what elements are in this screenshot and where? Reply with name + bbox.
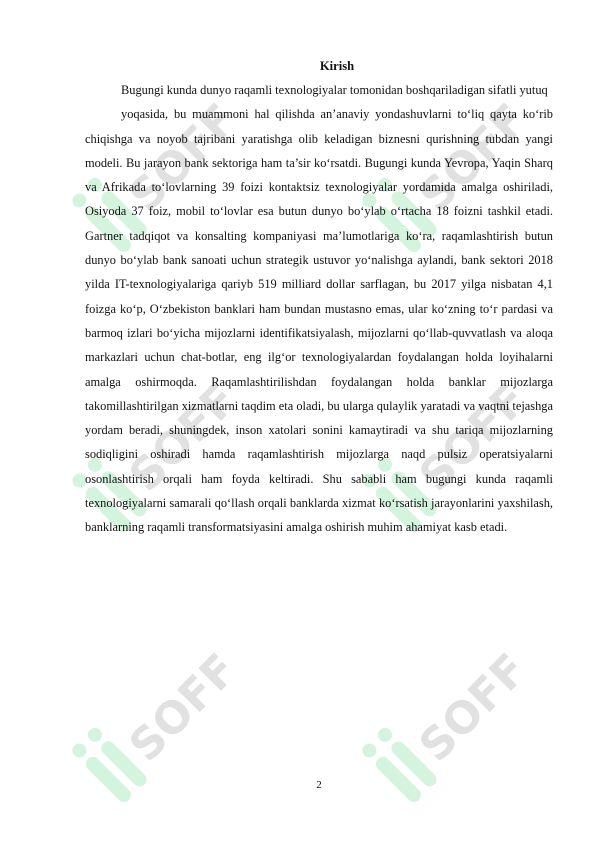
svg-text:SOFF: SOFF <box>409 94 538 222</box>
paragraph-main: yoqasida, bu muammoni hal qilishda an’anaviy yondashuvlarni to‘liq qayta ko‘rib chiqishga va noyob tajribani yaratishga olib keladigan biznesni qurishning tubdan yangi modeli. Bu jarayon bank sektoriga ham ta’sir ko‘rsatdi. Bugungi kunda Yevropa, Yaqin Sharq va Afrikada to‘lovlarning 39 foizi kontaktsiz texnologiyalar yordamida amalga oshiriladi, Osiyoda 37 foiz, mobil to‘lovlar esa butun dunyo bo‘ylab o‘rtacha 18 foizni tashkil etadi. Gartner tadqiqot va konsalting kompaniyasi ma’lumotlariga ko‘ra, raqamlashtirish butun dunyo bo‘ylab bank sanoati uchun strategik ustuvor yo‘nalishga aylandi, bank sektori 2018 yilda IT-texnologiyalariga qariyb 519 milliard dollar sarflagan, bu 2017 yilga nisbatan 4,1 foizga ko‘p, O‘zbekiston banklari ham bundan mustasno emas, ular ko‘zning to‘r pardasi va barmoq izlari bo‘yicha mijozlarni identifikatsiyalash, mijozlarni qo‘llab-quvvatlash va aloqa markazlari uchun chat-botlar, eng ilg‘or texnologiyalardan foydalangan holda loyihalarni amalga oshirmoqda. Raqamlashtirilishdan foydalangan holda banklar mijozlarga takomillashtirilgan xizmatlarni taqdim eta oladi, bu ularga qulaylik yaratadi va vaqtni tejashga yordam beradi, shuningdek, inson xatolari sonini kamaytiradi va shu tariqa mijozlarning sodiqligini oshiradi hamda raqamlashtirish mijozlarga naqd pulsiz operatsiyalarni osonlashtirish orqali ham foyda keltiradi. Shu sababli ham bugungi kunda raqamli texnologiyalarni samarali qo‘llash orqali banklarda xizmat ko‘rsatish jarayonlarini yaxshilash, banklarning raqamli transformatsiyasini amalga oshirish muhim ahamiyat kasb etadi. <box>85 107 553 535</box>
section-title: Kirish <box>319 59 355 73</box>
svg-text:SOFF: SOFF <box>409 644 538 772</box>
page-number: 2 <box>316 779 322 791</box>
svg-text:SOFF: SOFF <box>119 374 248 502</box>
svg-text:SOFF: SOFF <box>119 94 248 222</box>
paragraph-intro: Bugungi kunda dunyo raqamli texnologiyalar tomonidan boshqariladigan sifatli yutuq <box>121 83 548 97</box>
svg-text:SOFF: SOFF <box>409 374 538 502</box>
svg-text:SOFF: SOFF <box>119 644 248 772</box>
watermark-logo <box>347 622 552 827</box>
document-body <box>85 58 553 540</box>
watermark-logo <box>57 622 262 827</box>
